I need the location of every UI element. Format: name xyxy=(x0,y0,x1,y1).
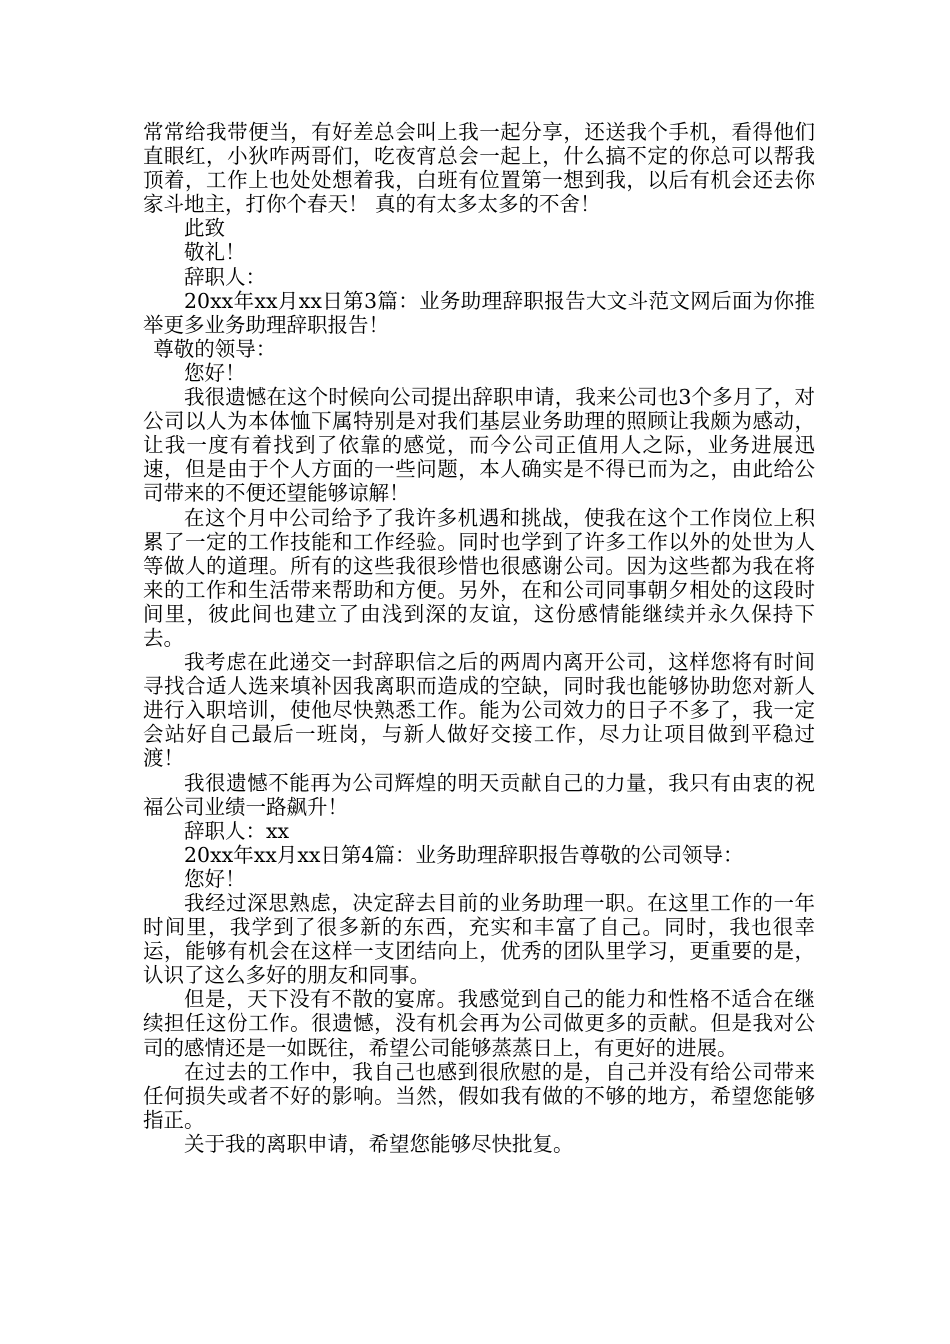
paragraph-decision: 我经过深思熟虑，决定辞去目前的业务助理一职。在这里工作的一年时间里，我学到了很多新的东西，充实和丰富了自己。同时，我也很幸运，能够有机会在这样一支团结向上，优秀的团队里学习，更重要的是，认识了这么多好的朋友和同事。 xyxy=(143,891,815,988)
signature-label: 辞职人： xyxy=(184,264,266,289)
closing-salutation: 此致 xyxy=(184,216,225,241)
greeting-leader: 尊敬的领导： xyxy=(153,336,277,361)
paragraph-handover: 我考虑在此递交一封辞职信之后的两周内离开公司，这样您将有时间寻找合适人选来填补因我离职而造成的空缺，同时我也能够协助您对新人进行入职培训，使他尽快熟悉工作。能为公司效力的日子不多了，我一定会站好自己最后一班岗，与新人做好交接工作，尽力让项目做到平稳过渡！ xyxy=(143,650,815,771)
paragraph-past-work: 在过去的工作中，我自己也感到很欣慰的是，自己并没有给公司带来任何损失或者不好的影响。当然，假如我有做的不够的地方，希望您能够指正。 xyxy=(143,1059,815,1132)
document-page xyxy=(143,120,815,1156)
date-and-section-3-heading: 20xx年xx月xx日第3篇：业务助理辞职报告大文斗范文网后面为你推举更多业务助理辞职报告！ xyxy=(143,288,815,337)
paragraph-blessing: 我很遗憾不能再为公司辉煌的明天贡献自己的力量，我只有由衷的祝福公司业绩一路飙升！ xyxy=(143,770,815,819)
paragraph-banquet: 但是，天下没有不散的宴席。我感觉到自己的能力和性格不适合在继续担任这份工作。很遗憾，没有机会再为公司做更多的贡献。但是我对公司的感情还是一如既往，希望公司能够蒸蒸日上，有更好的进展。 xyxy=(143,987,815,1060)
greeting-hello-2: 您好！ xyxy=(184,866,246,891)
date-and-section-4-heading: 20xx年xx月xx日第4篇：业务助理辞职报告尊敬的公司领导： xyxy=(184,842,744,867)
paragraph-1: 常常给我带便当，有好差总会叫上我一起分享，还送我个手机，看得他们直眼红，小狄咋两哥们，吃夜宵总会一起上，什么搞不定的你总可以帮我顶着，工作上也处处想着我，白班有位置第一想到我，以后有机会还去你家斗地主，打你个春天！ 真的有太多太多的不舍！ xyxy=(143,120,815,217)
greeting-hello: 您好！ xyxy=(184,360,246,385)
signature-xx: 辞职人：xx xyxy=(184,818,290,843)
closing-regards: 敬礼！ xyxy=(184,240,246,265)
paragraph-request: 关于我的离职申请，希望您能够尽快批复。 xyxy=(184,1131,574,1156)
paragraph-opportunities: 在这个月中公司给予了我许多机遇和挑战，使我在这个工作岗位上积累了一定的工作技能和工作经验。同时也学到了许多工作以外的处世为人等做人的道理。所有的这些我很珍惜也很感谢公司。因为这些都为我在将来的工作和生活带来帮助和方便。另外，在和公司同事朝夕相处的这段时间里，彼此间也建立了由浅到深的友谊，这份感情能继续并永久保持下去。 xyxy=(143,505,815,650)
paragraph-regret: 我很遗憾在这个时候向公司提出辞职申请，我来公司也3个多月了，对公司以人为本体恤下属特别是对我们基层业务助理的照顾让我颇为感动，让我一度有着找到了依靠的感觉，而今公司正值用人之际，业务进展迅速，但是由于个人方面的一些问题，本人确实是不得已而为之，由此给公司带来的不便还望能够谅解！ xyxy=(143,385,815,506)
